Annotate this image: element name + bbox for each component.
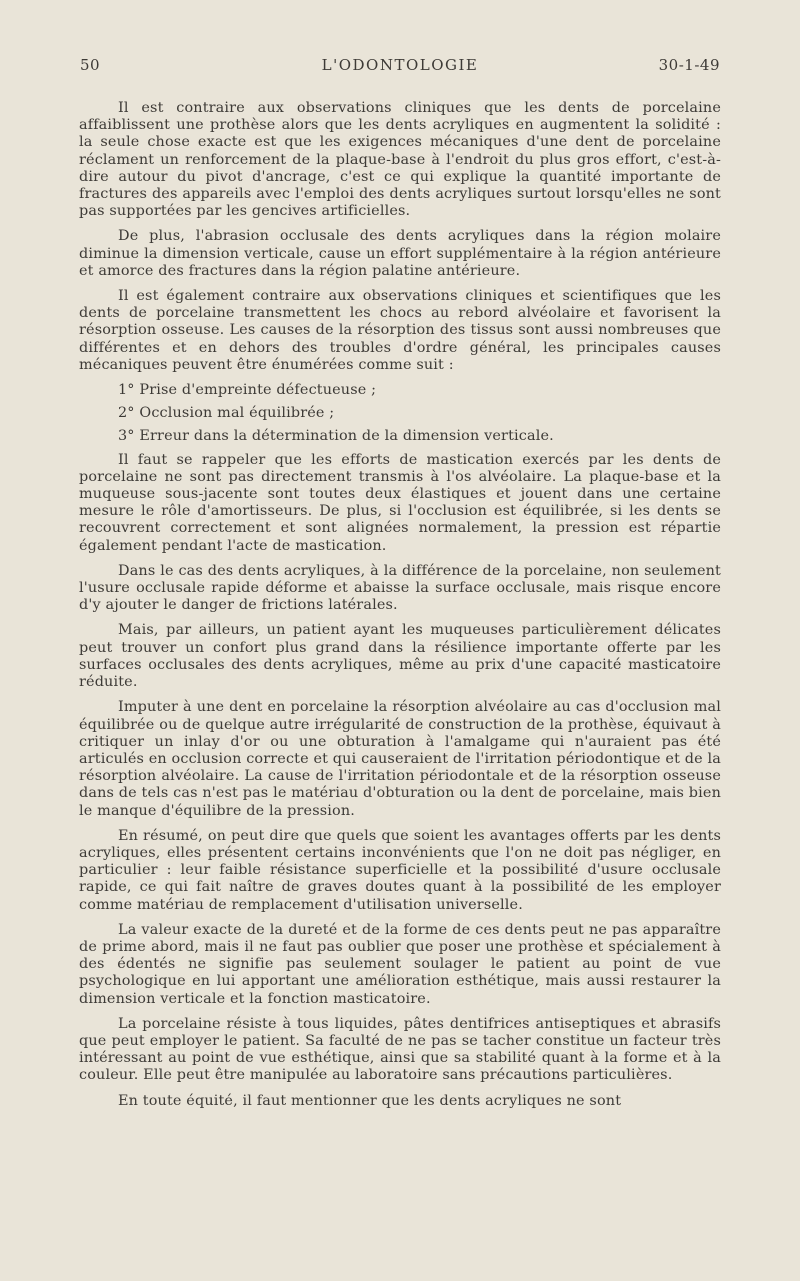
paragraph: Il est également contraire aux observations cliniques et scientifiques que les dents de porcelaine transmettent les chocs au rebord alvéolaire et favorisent la résorption osseuse. Les causes de la résorption des tissus sont aussi nombreuses que différentes et en dehors des troubles d'ordre général, les principales causes mécaniques peuvent être énumérées comme suit : xyxy=(79,288,721,373)
paragraph: Dans le cas des dents acryliques, à la différence de la porcelaine, non seulement l'usure occlusale rapide déforme et abaisse la surface occlusale, mais risque encore d'y ajouter le danger de frictions latérales. xyxy=(79,562,721,614)
paragraph: La valeur exacte de la dureté et de la forme de ces dents peut ne pas apparaître de prime abord, mais il ne faut pas oublier que poser une prothèse et spécialement à des édentés ne signifie pas seulement soulager le patient au point de vue psychologique en lui apportant une amélioration esthétique, mais aussi restaurer la dimension verticale et la fonction masticatoire. xyxy=(79,921,721,1007)
paragraph: Mais, par ailleurs, un patient ayant les muqueuses particulièrement délicates peut trouver un confort plus grand dans la résilience importante offerte par les surfaces occlusales des dents acryliques, même au prix d'une capacité masticatoire réduite. xyxy=(79,622,721,691)
issue-date: 30-1-49 xyxy=(658,56,720,74)
paragraph: Il est contraire aux observations cliniques que les dents de porcelaine affaiblissent une prothèse alors que les dents acryliques en augmentent la solidité : la seule chose exacte est que les exigences mécaniques d'une dent de porcelaine réclament un renforcement de la plaque-base à l'endroit du plus gros effort, c'est-à-dire autour du pivot d'ancrage, c'est ce qui explique la quantité importante de fractures des appareils avec l'emploi des dents acryliques surtout lorsqu'elles ne sont pas supportées par les gencives artificielles. xyxy=(79,100,721,220)
list-item: 1° Prise d'empreinte défectueuse ; xyxy=(118,382,377,399)
paragraph: Imputer à une dent en porcelaine la résorption alvéolaire au cas d'occlusion mal équilibrée ou de quelque autre irrégularité de construction de la prothèse, équivaut à critiquer un inlay d'or ou une obturation à l'amalgame qui n'auraient pas été articulés en occlusion correcte et qui causeraient de l'irritation périodontique et de la résorption alvéolaire. La cause de l'irritation périodontale et de la résorption osseuse dans de tels cas n'est pas le matériau d'obturation ou la dent de porcelaine, mais bien le manque d'équilibre de la pression. xyxy=(79,699,721,819)
article-body xyxy=(79,100,721,1118)
page-number: 50 xyxy=(80,56,101,74)
paragraph: De plus, l'abrasion occlusale des dents acryliques dans la région molaire diminue la dimension verticale, cause un effort supplémentaire à la région antérieure et amorce des fractures dans la région palatine antérieure. xyxy=(79,228,721,279)
paragraph: En résumé, on peut dire que quels que soient les avantages offerts par les dents acryliques, elles présentent certains inconvénients que l'on ne doit pas négliger, en particulier : leur faible résistance superficielle et la possibilité d'usure occlusale rapide, ce qui fait naître de graves doutes quant à la possibilité de les employer comme matériau de remplacement d'utilisation universelle. xyxy=(79,827,721,913)
paragraph: Il faut se rappeler que les efforts de mastication exercés par les dents de porcelaine ne sont pas directement transmis à l'os alvéolaire. La plaque-base et la muqueuse sous-jacente sont toutes deux élastiques et jouent dans une certaine mesure le rôle d'amortisseurs. De plus, si l'occlusion est équilibrée, si les dents se recouvrent correctement et sont alignées normalement, la pression est répartie également pendant l'acte de mastication. xyxy=(79,451,721,554)
list-item: 2° Occlusion mal équilibrée ; xyxy=(118,405,335,422)
journal-title: L'ODONTOLOGIE xyxy=(321,56,479,74)
running-header xyxy=(80,56,720,76)
paragraph: La porcelaine résiste à tous liquides, pâtes dentifrices antiseptiques et abrasifs que peut employer le patient. Sa faculté de ne pas se tacher constitue un facteur très intéressant au point de vue esthétique, ainsi que sa stabilité quant à la forme et à la couleur. Elle peut être manipulée au laboratoire sans précautions particulières. xyxy=(79,1015,721,1084)
list-item: 3° Erreur dans la détermination de la dimension verticale. xyxy=(118,428,554,445)
paragraph: En toute équité, il faut mentionner que les dents acryliques ne sont xyxy=(118,1092,622,1109)
